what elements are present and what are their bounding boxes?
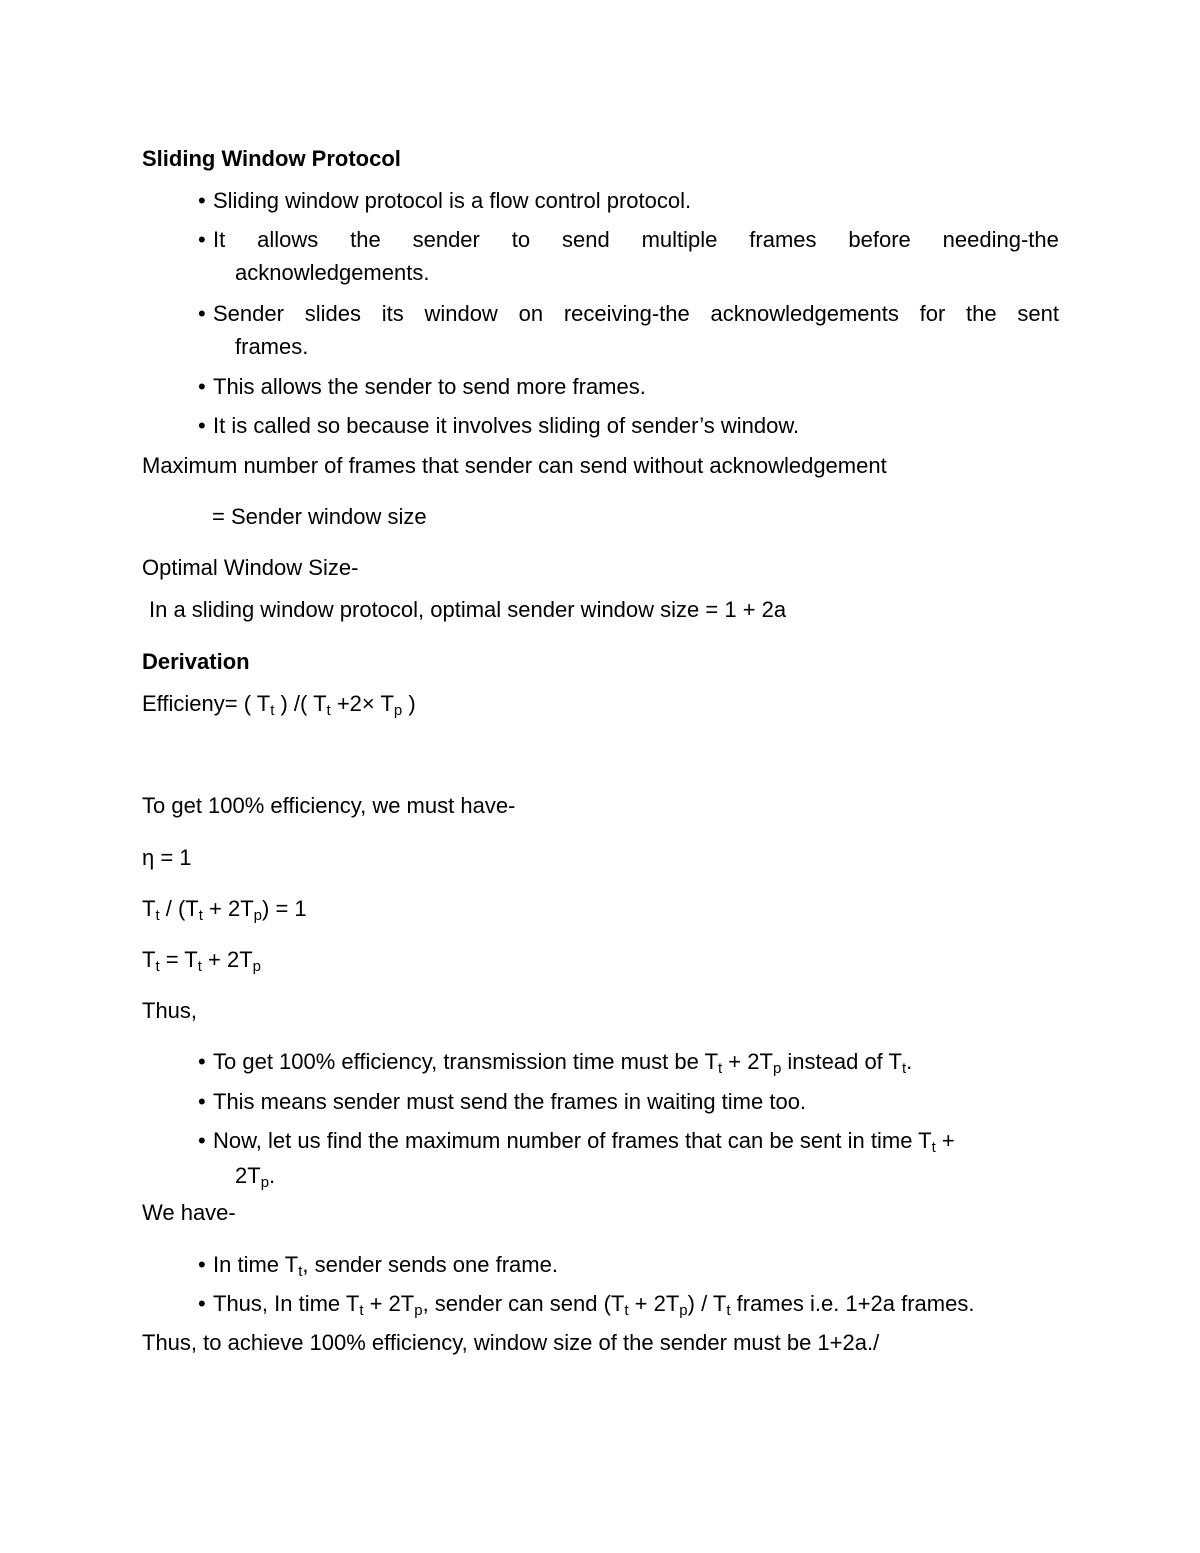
- bullet-icon: •: [198, 1049, 206, 1074]
- thus-label: Thus,: [142, 998, 198, 1023]
- word: sender: [412, 227, 480, 252]
- we-have-label: We have-: [142, 1200, 236, 1225]
- word: its: [381, 301, 404, 326]
- bullet-text: It is called so because it involves sliding of sender’s window.: [213, 413, 800, 438]
- bullet-text-continuation: frames.: [235, 334, 309, 359]
- bullet-text: Sliding window protocol is a flow control protocol.: [213, 188, 692, 213]
- want-line: To get 100% efficiency, we must have-: [142, 793, 516, 818]
- word: before: [848, 227, 911, 252]
- bullet-icon: •: [198, 1291, 206, 1316]
- bullet-icon: •: [198, 188, 206, 213]
- word: slides: [304, 301, 361, 326]
- word: multiple: [641, 227, 718, 252]
- efficiency-formula: Efficieny= ( $T_t$ ) /( $T_t +2\times T_p$ ): [142, 691, 416, 719]
- word: to: [511, 227, 531, 252]
- conclusion: Thus, to achieve 100% efficiency, window size of the sender must be 1+2a./: [142, 1330, 880, 1355]
- word: the: [966, 301, 997, 326]
- bullet-icon: •: [198, 301, 206, 326]
- word: Sender: [213, 301, 284, 326]
- bullet-text: To get 100% efficiency, transmission time must be $T_t + 2T_p$ instead of $T_t$.: [213, 1049, 913, 1077]
- bullet-icon: •: [198, 227, 206, 252]
- bullet-text-justified: [213, 301, 1059, 327]
- bullet-icon: •: [198, 413, 206, 438]
- word: sent: [1017, 301, 1059, 326]
- bullet-icon: •: [198, 374, 206, 399]
- efficiency-prefix: Efficieny= (: [142, 691, 252, 716]
- word: needing-the: [942, 227, 1059, 252]
- bullet-text-continuation: $2T_p$.: [235, 1163, 276, 1191]
- optimal-line: In a sliding window protocol, optimal sender window size = 1 + 2a: [149, 597, 787, 622]
- word: allows: [257, 227, 319, 252]
- word: It: [213, 227, 226, 252]
- eta-equation: η = 1: [142, 845, 192, 870]
- word: frames: [749, 227, 817, 252]
- bullet-icon: •: [198, 1089, 206, 1114]
- bullet-text: Thus, In time $T_t + 2T_p$, sender can send $(T_t + 2T_p) / T_t$ frames i.e. 1+2a frames.: [213, 1291, 975, 1319]
- word: send: [561, 227, 610, 252]
- page-title: Sliding Window Protocol: [142, 146, 401, 171]
- optimal-heading: Optimal Window Size-: [142, 555, 359, 580]
- max-frames-line: Maximum number of frames that sender can send without acknowledgement: [142, 453, 887, 478]
- bullet-text: This means sender must send the frames in waiting time too.: [213, 1089, 807, 1114]
- bullet-text: Now, let us find the maximum number of frames that can be sent in time $T_t$ +: [213, 1128, 955, 1156]
- bullet-text-continuation: acknowledgements.: [235, 260, 430, 285]
- word: for: [919, 301, 946, 326]
- word: window: [424, 301, 498, 326]
- derivation-heading: Derivation: [142, 649, 250, 674]
- word: on: [518, 301, 544, 326]
- bullet-text-justified: [213, 227, 1059, 253]
- ratio-equation: $T_t / (T_t + 2T_p) = 1$: [142, 896, 307, 924]
- bullet-text: This allows the sender to send more frames.: [213, 374, 646, 399]
- equals-line: = Sender window size: [212, 504, 427, 529]
- word: receiving-the: [563, 301, 690, 326]
- sum-equation: $T_t = T_t + 2T_p$: [142, 947, 262, 975]
- bullet-icon: •: [198, 1128, 206, 1153]
- word: acknowledgements: [710, 301, 899, 326]
- word: the: [350, 227, 381, 252]
- bullet-text: In time $T_t$, sender sends one frame.: [213, 1252, 558, 1280]
- bullet-icon: •: [198, 1252, 206, 1277]
